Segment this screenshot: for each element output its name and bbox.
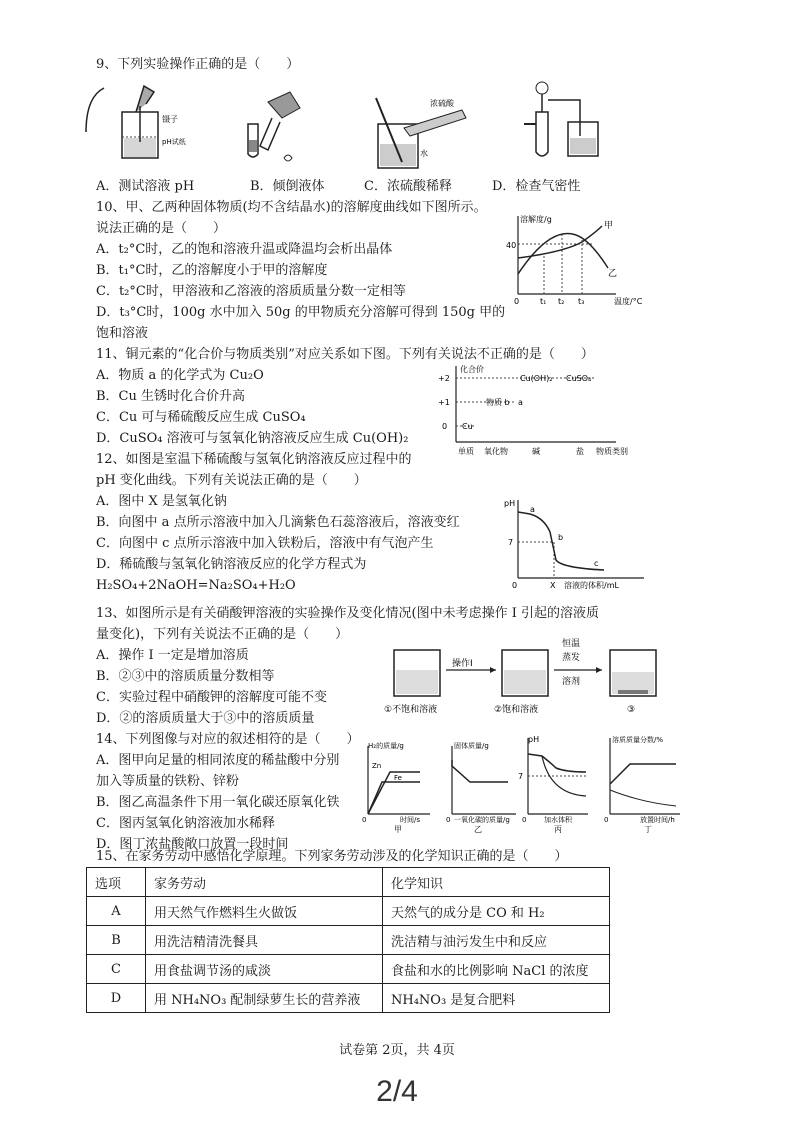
q10-graph-t2: t₂ [558,297,565,306]
table-cell-chore: 用天然气作燃料生火做饭 [146,897,383,926]
q10-option-c: C．t₂°C时，甲溶液和乙溶液的溶质质量分数一定相等 [96,284,406,299]
q12-graph-ylabel: pH [504,499,516,508]
table-cell-knowledge: 洗洁精与油污发生中和反应 [383,926,610,955]
q10-graph-y40: 40 [506,241,517,250]
q11-graph-x-cat: 物质类别 [596,447,628,456]
q14-bing-y7: 7 [518,772,524,781]
q14-ding-ylabel: 溶质质量分数/% [612,736,664,744]
q9-stem: 9、下列实验操作正确的是（ ） [96,57,300,72]
q11-option-b: B．Cu 生锈时化合价升高 [96,389,246,404]
q10-option-b: B．t₁°C时，乙的溶解度小于甲的溶解度 [96,263,328,278]
table-header-chore: 家务劳动 [146,868,383,897]
q13-beaker3-label: ③ [627,705,636,715]
page-footer: 试卷第 2页，共 4页 [339,1043,455,1058]
q9-option-a: A．测试溶液 pH [96,179,195,194]
q9-tweezers-label: 镊子 [162,115,178,124]
q13-op1-label: 操作I [452,659,473,669]
q15-stem: 15、在家务劳动中感悟化学原理。下列家务劳动涉及的化学知识正确的是（ ） [96,849,568,864]
q14-option-a: A．图甲向足量的相同浓度的稀盐酸中分别 [96,753,340,768]
q12-graph-origin: 0 [512,581,518,590]
q13-stem2: 量变化)，下列有关说法不正确的是（ ） [96,627,349,642]
q9-conc-acid-label: 浓硫酸 [430,99,454,108]
table-header-option: 选项 [87,868,146,897]
q10-graph-t3: t₃ [578,297,585,306]
q11-option-c: C．Cu 可与稀硫酸反应生成 CuSO₄ [96,410,306,425]
q11-graph-cu: Cu [462,422,473,431]
q10-option-d: D．t₃°C时，100g 水中加入 50g 的甲物质充分溶解可得到 150g 甲的 [96,305,506,320]
q13-beaker2-label: ②饱和溶液 [494,705,539,715]
q11-option-d: D．CuSO₄ 溶液可与氢氧化钠溶液反应生成 Cu(OH)₂ [96,431,409,446]
q12-ph-graph [504,496,654,594]
table-row [87,926,610,955]
q12-option-a: A．图中 X 是氢氧化钠 [96,494,227,509]
q14-ding-origin: 0 [604,816,609,824]
q12-option-c: C．向图中 c 点所示溶液中加入铁粉后，溶液中有气泡产生 [96,536,434,551]
q14-graph-ding [600,734,692,834]
q10-graph-xlabel: 温度/°C [614,297,643,306]
q12-graph-x-mark: X [550,581,556,590]
q13-op2-line1: 恒温 [562,639,581,649]
q11-graph-x-elem: 单质 [458,447,474,456]
q11-valence-graph [436,362,662,458]
q9-ph-paper-label: pH试纸 [162,138,186,146]
q14-ding-xlabel: 放置时间/h [640,816,675,824]
table-header-knowledge: 化学知识 [383,868,610,897]
q11-graph-substance-b: 物质 b [486,398,510,407]
q14-yi-ylabel: 固体质量/g [454,742,489,750]
q13-option-d: D．②的溶质质量大于③中的溶质质量 [96,711,315,726]
q15-table [86,867,610,1013]
table-cell-knowledge: 天然气的成分是 CO 和 H₂ [383,897,610,926]
table-cell-option: D [87,984,146,1013]
q13-option-c: C．实验过程中硝酸钾的溶解度可能不变 [96,690,327,705]
q13-op2-line2: 蒸发 [562,653,581,663]
q9-water-label: 水 [420,149,428,158]
table-cell-option: A [87,897,146,926]
q13-option-b: B．②③中的溶质质量分数相等 [96,669,275,684]
q13-op2-line3: 溶剂 [562,677,581,687]
q14-option-c: C．图丙氢氧化钠溶液加水稀释 [96,816,275,831]
q12-stem2: pH 变化曲线。下列有关说法正确的是（ ） [96,473,367,488]
q12-graph-point-b: b [558,533,564,542]
q14-bing-origin: 0 [522,816,527,824]
q14-option-b: B．图乙高温条件下用一氧化碳还原氧化铁 [96,795,340,810]
q10-graph-series-yi: 乙 [608,269,618,279]
q9-diagram-d [520,80,620,168]
q10-graph-origin: 0 [514,297,520,306]
q14-jia-xlabel: 时间/s [400,816,421,824]
q11-graph-a: a [518,398,523,407]
q14-jia-zn: Zn [372,762,382,770]
q9-diagram-a [84,82,214,172]
q14-option-a-cont: 加入等质量的铁粉、锌粉 [96,774,240,789]
table-header-row [87,868,610,897]
table-cell-option: C [87,955,146,984]
q14-option-d: D．图丁浓盐酸敞口放置一段时间 [96,837,289,852]
q11-graph-p1: +1 [438,398,450,407]
q11-graph-cuso4: CuSO₄ [566,374,592,383]
q11-graph-p2: +2 [438,374,450,383]
q14-jia-fe: Fe [394,774,402,782]
q12-option-b: B．向图中 a 点所示溶液中加入几滴紫色石蕊溶液后，溶液变红 [96,515,460,530]
table-row [87,955,610,984]
q14-jia-origin: 0 [362,816,367,824]
q14-jia-name: 甲 [394,825,402,834]
table-cell-option: B [87,926,146,955]
q11-option-a: A．物质 a 的化学式为 Cu₂O [96,368,264,383]
q13-beaker-diagram [384,640,674,720]
q11-graph-x-salt: 盐 [576,447,584,456]
q14-ding-name: 丁 [644,825,652,834]
table-row [87,897,610,926]
q14-bing-ylabel: pH [528,735,540,744]
q12-equation: H₂SO₄+2NaOH=Na₂SO₄+H₂O [96,578,296,593]
table-cell-knowledge: NH₄NO₃ 是复合肥料 [383,984,610,1013]
q9-diagram-c [366,94,486,172]
q10-stem: 10、甲、乙两种固体物质(均不含结晶水)的溶解度曲线如下图所示。 [96,200,487,215]
page-indicator: 2/4 [376,1075,418,1108]
q10-option-d-cont: 饱和溶液 [96,326,149,341]
q11-graph-cuoh2: Cu(OH)₂ [520,374,553,383]
q14-yi-origin: 0 [446,816,451,824]
q11-stem: 11、铜元素的“化合价与物质类别”对应关系如下图。下列有关说法不正确的是（ ） [96,347,594,362]
q14-bing-xlabel: 加水体积 [544,816,572,824]
q10-stem2: 说法正确的是（ ） [96,221,227,236]
q11-graph-ylabel: 化合价 [460,365,484,374]
q11-graph-zero: 0 [442,422,448,431]
q14-bing-name: 丙 [554,825,562,834]
q14-graph-bing [516,734,598,834]
q12-graph-point-c: c [594,559,599,568]
q10-option-a: A．t₂°C时，乙的饱和溶液升温或降温均会析出晶体 [96,242,393,257]
q10-graph-series-jia: 甲 [604,221,614,231]
table-cell-knowledge: 食盐和水的比例影响 NaCl 的浓度 [383,955,610,984]
q12-graph-point-a: a [530,505,535,514]
q13-stem: 13、如图所示是有关硝酸钾溶液的实验操作及变化情况(图中未考虑操作 I 引起的溶液质 [96,606,600,621]
q14-graph-jia [360,742,440,834]
table-cell-chore: 用食盐调节汤的咸淡 [146,955,383,984]
q11-graph-x-oxide: 氧化物 [484,447,508,456]
q13-beaker1-label: ①不饱和溶液 [384,705,438,715]
q12-stem: 12、如图是室温下稀硫酸与氢氧化钠溶液反应过程中的 [96,452,412,467]
table-row [87,984,610,1013]
q9-option-d: D．检查气密性 [492,179,581,194]
table-cell-chore: 用洗洁精清洗餐具 [146,926,383,955]
q9-option-c: C．浓硫酸稀释 [364,179,452,194]
q10-solubility-graph [504,212,664,308]
q10-graph-t1: t₁ [540,297,547,306]
q14-yi-name: 乙 [474,825,482,834]
q14-jia-ylabel: H₂的质量/g [368,742,404,750]
q14-stem: 14、下列图像与对应的叙述相符的是（ ） [96,732,360,747]
q12-graph-y7: 7 [508,538,514,547]
q11-graph-x-base: 碱 [532,447,540,456]
q12-option-d: D．稀硫酸与氢氧化钠溶液反应的化学方程式为 [96,557,367,572]
q12-graph-xlabel: 溶液的体积/mL [564,581,619,590]
table-cell-chore: 用 NH₄NO₃ 配制绿萝生长的营养液 [146,984,383,1013]
q13-option-a: A．操作 I 一定是增加溶质 [96,648,249,663]
q14-yi-xlabel: 一氧化碳的质量/g [454,816,510,824]
q10-graph-ylabel: 溶解度/g [520,215,552,224]
q9-option-b: B．倾倒液体 [250,179,325,194]
q9-diagram-b [238,88,318,168]
